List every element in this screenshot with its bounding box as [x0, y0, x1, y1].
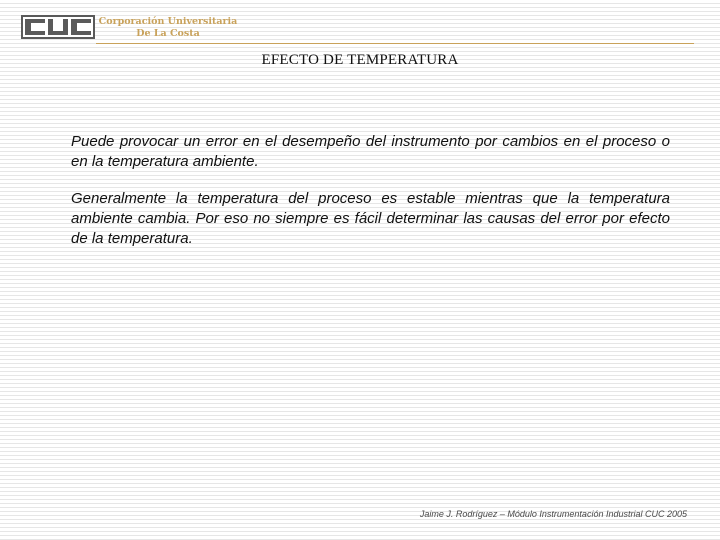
institution-name-line-2: De La Costa [136, 28, 200, 39]
footer-credit: Jaime J. Rodríguez – Módulo Instrumentación Industrial CUC 2005 [419, 509, 687, 519]
institution-name [98, 16, 238, 40]
institution-name-line-1: Corporación Universitaria [98, 16, 238, 27]
header-divider [96, 43, 694, 44]
paragraph-1: Puede provocar un error en el desempeño del instrumento por cambios en el proceso o en la temperatura ambiente. [71, 133, 670, 170]
slide-title: EFECTO DE TEMPERATURA [261, 52, 459, 68]
cuc-logo [20, 14, 96, 40]
paragraph-2: Generalmente la temperatura del proceso es estable mientras que la temperatura ambiente cambia. Por eso no siempre es fácil determinar las causas del error por efecto de la temperatura. [71, 190, 670, 247]
